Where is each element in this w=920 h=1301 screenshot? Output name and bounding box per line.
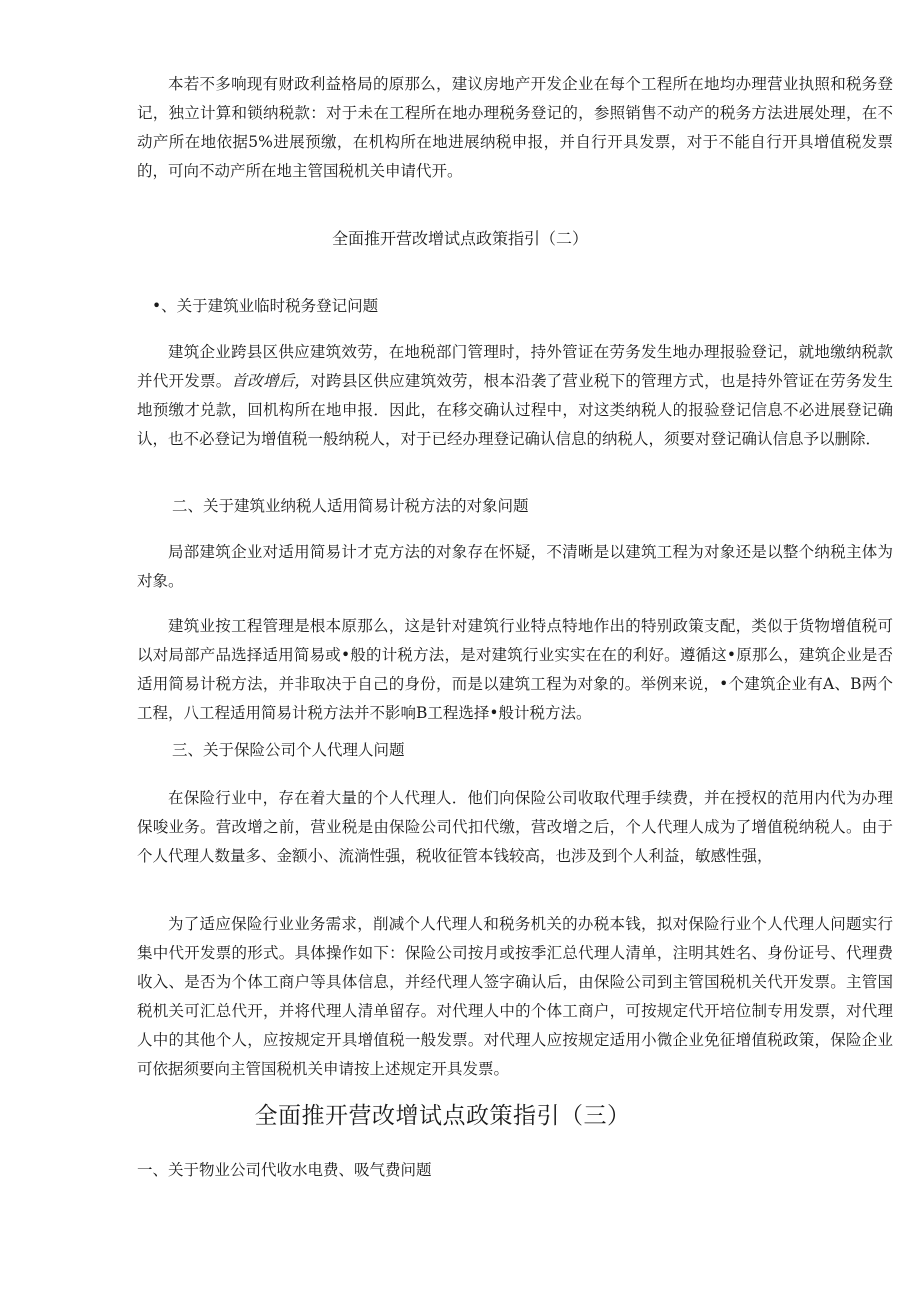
section-2-title: 全面推开营改增试点政策指引（二） (331, 229, 588, 248)
section-2-heading-2: 二、关于建筑业纳税人适用简易计税方法的对象问题 (172, 497, 529, 515)
section-2-heading-1: •、关于建筑业临时税务登记问题 (152, 297, 379, 315)
section-2-paragraph-5: 为了适应保险行业业务需求，削减个人代理人和税务机关的办税本钱，拟对保险行业个人代理人问题实行集中代开发票的形式。具体操作如下：保险公司按月或按季汇总代理人清单，注明其姓名、身份证号、代理费收入、是否为个体工商户等具体信息，并经代理人签字确认后，由保险公司到主管国税机关代开发票。主管国税机关可汇总代开，并将代理人清单留存。对代理人中的个体工商户，可按规定代开培位制专用发票，对代理人中的其他个人，应按规定开具增值税一般发票。对代理人应按规定适用小微企业免征增值税政策，保险企业可依据须要向主管国税机关申请按上述规定开具发票。 (137, 915, 893, 1078)
paragraph-1-text-b: 对跨县区供应建筑效劳，根本沿袭了营业税下的管理方式，也是持外管证在劳务发生地预缴才兑款，回机构所在地申报．因此，在移交确认过程中，对这类纳税人的报验登记信息不必进展登记确认，也不必登记为增值税一般纳税人，对于已经办理登记确认信息的纳税人，须要对登记确认信息予以删除． (137, 372, 893, 448)
section-2-heading-3: 三、关于保险公司个人代理人问题 (172, 741, 405, 759)
paragraph-1-italic-phrase: 首改增后， (231, 372, 311, 390)
paragraph-1-text-a: 建筑企业跨县区供应建筑效劳，在地税部门管理时，持外管证在劳务发生地办理报验登记，就地缴纳税款并代开发票。 (137, 343, 893, 390)
section-3-title: 全面推开营改增试点政策指引（三） (254, 1103, 631, 1129)
intro-paragraph: 本若不多响现有财政利益格局的原那么，建议房地产开发企业在每个工程所在地均办理营业执照和税务登记，独立计算和锁纳税款：对于未在工程所在地办理税务登记的，参照销售不动产的税务方法进展处理，在不动产所在地依据5%进展预缴，在机构所在地进展纳税申报，并自行开具发票，对于不能自行开具增值税发票的，可向不动产所在地主管国税机关申请代开。 (137, 75, 893, 180)
section-2-paragraph-3: 建筑业按工程管理是根本原那么，这是针对建筑行业特点特地作出的特别政策支配，类似于货物增值税可以对局部产品选择适用简易或•般的计税方法，是对建筑行业实实在在的利好。遵循这•原那么，建筑企业是否适用简易计税方法，并非取决于自己的身份，而是以建筑工程为对象的。举例来说，•个建筑企业有A、B两个工程，八工程适用简易计税方法并不影响B工程选择•般计税方法。 (137, 617, 893, 722)
section-3-heading-1: 一、关于物业公司代收水电费、吸气费问题 (137, 1161, 432, 1179)
section-2-paragraph-1 (137, 338, 893, 454)
section-2-paragraph-2: 局部建筑企业对适用简易计才克方法的对象存在怀疑，不清晰是以建筑工程为对象还是以整个纳税主体为对象。 (137, 543, 893, 590)
section-2-paragraph-4: 在保险行业中，存在着大量的个人代理人．他们向保险公司收取代理手续费，并在授权的范用内代为办理保唆业务。营改增之前，营业税是由保险公司代扣代缴，营改增之后，个人代理人成为了增值税纳税人。由于个人代理人数量多、金额小、流淌性强，税收征管本钱较高，也涉及到个人利益，敏感性强， (137, 789, 893, 865)
